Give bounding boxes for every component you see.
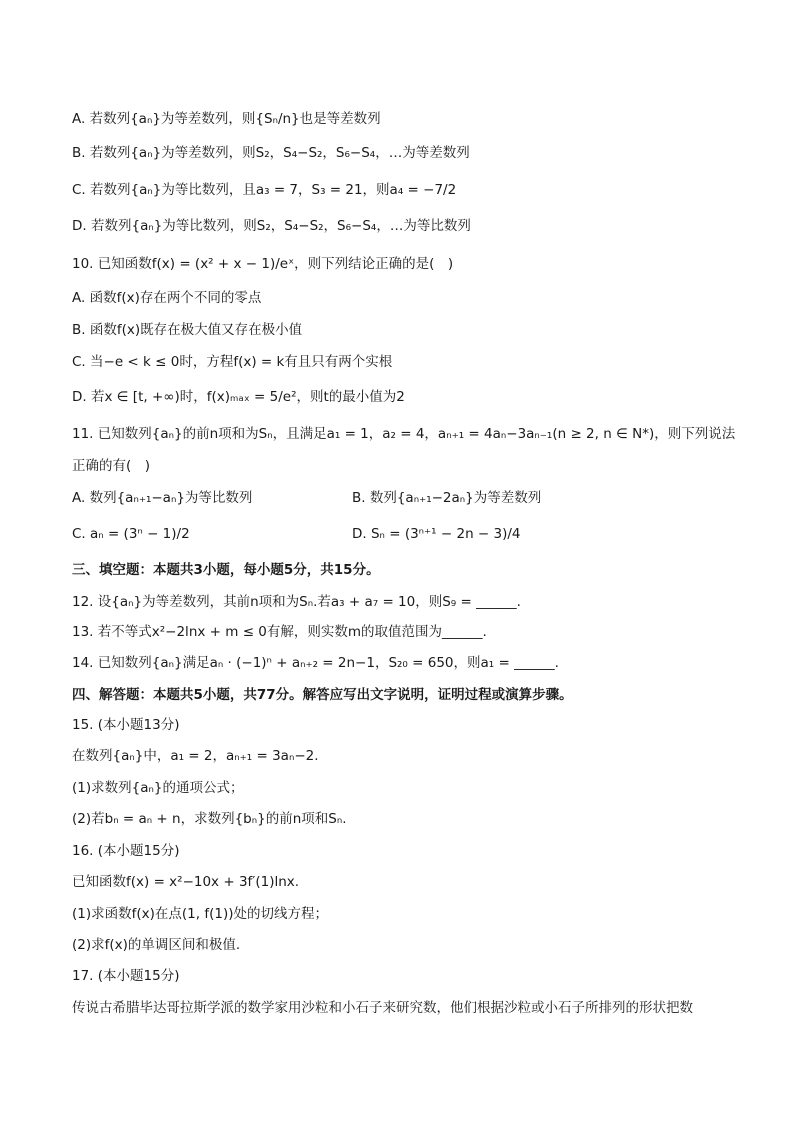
section-3-heading: 三、填空题：本题共3小题，每小题5分，共15分。	[72, 562, 380, 578]
question-10: 10. 已知函数f(x) = (x² + x − 1)/eˣ，则下列结论正确的是( )	[72, 256, 454, 272]
option-11d: D. Sₙ = (3ⁿ⁺¹ − 2n − 3)/4	[352, 526, 521, 542]
option-11b: B. 数列{aₙ₊₁−2aₙ}为等差数列	[352, 490, 542, 506]
question-13: 13. 若不等式x²−2lnx + m ≤ 0有解，则实数m的取值范围为______.	[72, 624, 487, 640]
question-14: 14. 已知数列{aₙ}满足aₙ · (−1)ⁿ + aₙ₊₂ = 2n−1，S₂₀ = 650，则a₁ = ______.	[72, 655, 559, 671]
question-17-title: 17. (本小题15分)	[72, 968, 180, 984]
section-4-heading: 四、解答题：本题共5小题，共77分。解答应写出文字说明，证明过程或演算步骤。	[72, 687, 573, 703]
question-17-stem: 传说古希腊毕达哥拉斯学派的数学家用沙粒和小石子来研究数，他们根据沙粒或小石子所排列的形状把数	[72, 1000, 693, 1016]
option-9c: C. 若数列{aₙ}为等比数列，且a₃ = 7，S₃ = 21，则a₄ = −7/2	[72, 182, 457, 198]
question-11-cont: 正确的有( )	[72, 458, 151, 474]
question-16-title: 16. (本小题15分)	[72, 843, 180, 859]
option-10c: C. 当−e < k ≤ 0时，方程f(x) = k有且只有两个实根	[72, 354, 393, 370]
option-10b: B. 函数f(x)既存在极大值又存在极小值	[72, 322, 303, 338]
option-11c: C. aₙ = (3ⁿ − 1)/2	[72, 526, 190, 542]
option-9a: A. 若数列{aₙ}为等差数列，则{Sₙ/n}也是等差数列	[72, 111, 381, 127]
question-16-part1: (1)求函数f(x)在点(1, f(1))处的切线方程；	[72, 906, 328, 922]
question-15-part2: (2)若bₙ = aₙ + n，求数列{bₙ}的前n项和Sₙ.	[72, 811, 347, 827]
question-11: 11. 已知数列{aₙ}的前n项和为Sₙ，且满足a₁ = 1，a₂ = 4，aₙ₊₁ = 4aₙ−3aₙ₋₁(n ≥ 2, n ∈ N*)，则下列说法	[72, 426, 736, 442]
question-16-stem: 已知函数f(x) = x²−10x + 3f′(1)lnx.	[72, 874, 300, 890]
question-12: 12. 设{aₙ}为等差数列，其前n项和为Sₙ.若a₃ + a₇ = 10，则S₉ = ______.	[72, 594, 521, 610]
option-9b: B. 若数列{aₙ}为等差数列，则S₂，S₄−S₂，S₆−S₄，…为等差数列	[72, 145, 470, 161]
option-11a: A. 数列{aₙ₊₁−aₙ}为等比数列	[72, 490, 253, 506]
question-15-part1: (1)求数列{aₙ}的通项公式；	[72, 780, 244, 796]
question-15-title: 15. (本小题13分)	[72, 717, 180, 733]
option-10a: A. 函数f(x)存在两个不同的零点	[72, 290, 262, 306]
option-10d: D. 若x ∈ [t, +∞)时，f(x)ₘₐₓ = 5/e²，则t的最小值为2	[72, 389, 405, 405]
question-16-part2: (2)求f(x)的单调区间和极值.	[72, 937, 241, 953]
question-15-stem: 在数列{aₙ}中，a₁ = 2，aₙ₊₁ = 3aₙ−2.	[72, 748, 319, 764]
option-9d: D. 若数列{aₙ}为等比数列，则S₂，S₄−S₂，S₆−S₄，…为等比数列	[72, 218, 471, 234]
